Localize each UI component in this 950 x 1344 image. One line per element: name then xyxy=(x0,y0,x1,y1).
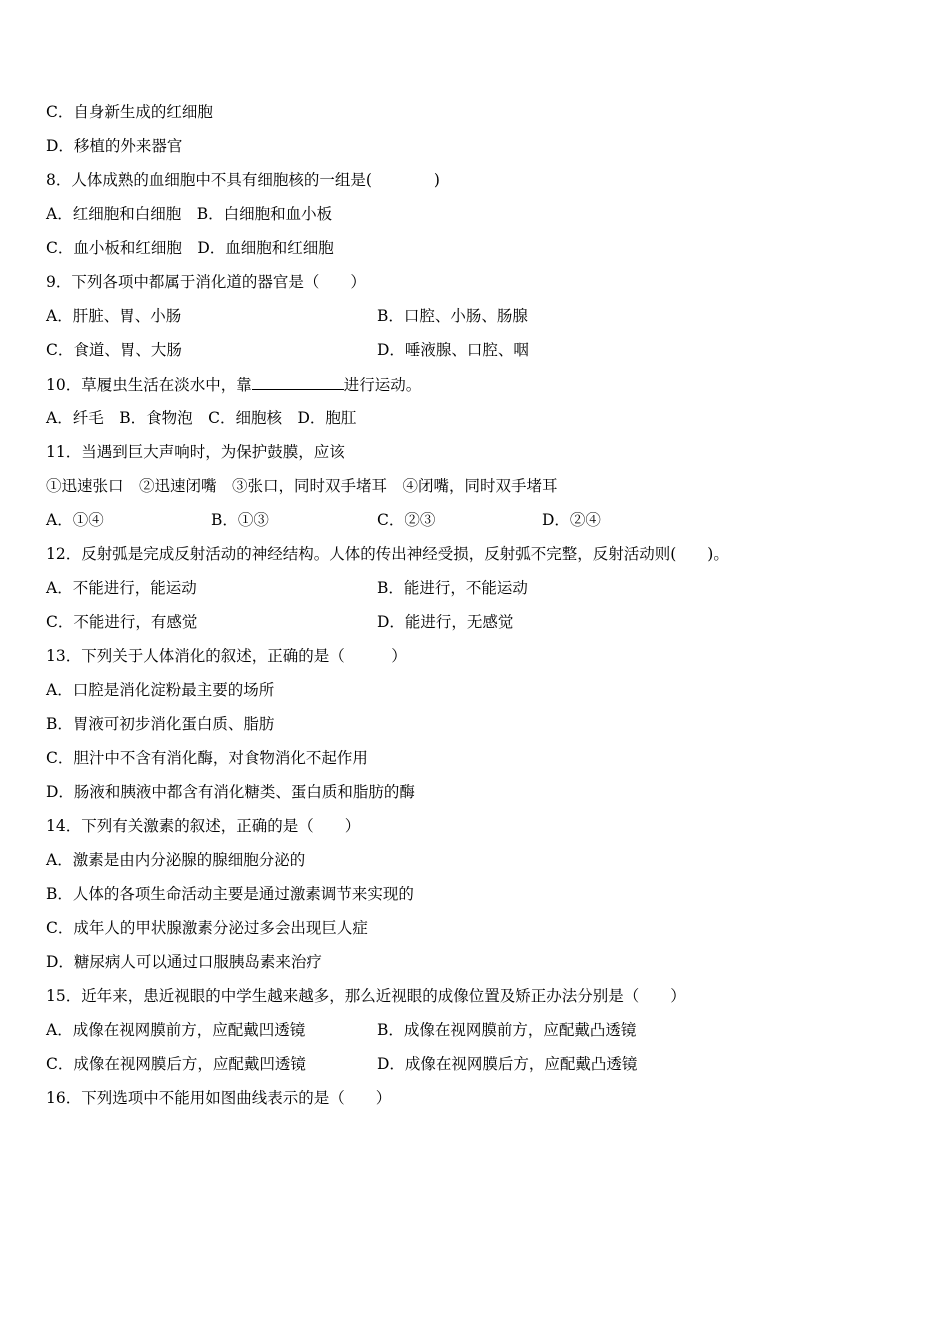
option-d-line: D．移植的外来器官 xyxy=(46,137,183,155)
question-8: 8．人体成熟的血细胞中不具有细胞核的一组是( ) xyxy=(46,171,440,189)
question-14-option-d: D．糖尿病人可以通过口服胰岛素来治疗 xyxy=(46,953,322,971)
question-13-option-c: C．胆汁中不含有消化酶，对食物消化不起作用 xyxy=(46,749,368,767)
question-15-option-a: A．成像在视网膜前方，应配戴凹透镜 xyxy=(46,1021,306,1039)
question-16: 16．下列选项中不能用如图曲线表示的是（ ） xyxy=(46,1089,392,1107)
question-9-option-b: B．口腔、小肠、肠腺 xyxy=(377,307,528,325)
question-11-options xyxy=(46,508,906,532)
question-15-options-ab xyxy=(46,1018,906,1042)
question-9-options-cd xyxy=(46,338,906,362)
question-9-option-c: C．食道、胃、大肠 xyxy=(46,341,182,359)
question-12-option-b: B．能进行，不能运动 xyxy=(377,579,528,597)
question-14-option-b: B．人体的各项生命活动主要是通过激素调节来实现的 xyxy=(46,885,414,903)
question-9-options-ab xyxy=(46,304,906,328)
question-12-option-c: C．不能进行，有感觉 xyxy=(46,613,198,631)
question-12-option-a: A．不能进行，能运动 xyxy=(46,579,197,597)
question-11-option-b: B．①③ xyxy=(211,511,269,529)
question-12: 12．反射弧是完成反射活动的神经结构。人体的传出神经受损，反射弧不完整，反射活动则( )。 xyxy=(46,545,729,563)
question-11-option-a: A．①④ xyxy=(46,511,104,529)
question-8-options-ab: A．红细胞和白细胞 B．白细胞和血小板 xyxy=(46,205,333,223)
question-15-options-cd xyxy=(46,1052,906,1076)
question-13-option-d: D．肠液和胰液中都含有消化糖类、蛋白质和脂肪的酶 xyxy=(46,783,415,801)
question-13-option-b: B．胃液可初步消化蛋白质、脂肪 xyxy=(46,715,275,733)
question-14-option-a: A．激素是由内分泌腺的腺细胞分泌的 xyxy=(46,851,306,869)
question-10-text-post: 进行运动。 xyxy=(343,376,422,394)
question-11: 11．当遇到巨大声响时，为保护鼓膜，应该 xyxy=(46,443,345,461)
question-12-options-cd xyxy=(46,610,906,634)
question-13-option-a: A．口腔是消化淀粉最主要的场所 xyxy=(46,681,275,699)
question-8-options-cd: C．血小板和红细胞 D．血细胞和红细胞 xyxy=(46,239,334,257)
question-10-text-pre: 10．草履虫生活在淡水中，靠 xyxy=(46,376,252,394)
question-12-option-d: D．能进行，无感觉 xyxy=(377,613,514,631)
question-15-option-c: C．成像在视网膜后方，应配戴凹透镜 xyxy=(46,1055,306,1073)
question-10-options: A．纤毛 B．食物泡 C．细胞核 D．胞肛 xyxy=(46,409,357,427)
question-9-option-d: D．唾液腺、口腔、咽 xyxy=(377,341,529,359)
question-11-items: ①迅速张口 ②迅速闭嘴 ③张口，同时双手堵耳 ④闭嘴，同时双手堵耳 xyxy=(46,477,558,495)
option-c-line: C．自身新生成的红细胞 xyxy=(46,103,213,121)
question-10 xyxy=(46,372,421,396)
question-13: 13．下列关于人体消化的叙述，正确的是（ ） xyxy=(46,647,407,665)
answer-blank xyxy=(252,372,344,390)
question-15: 15．近年来，患近视眼的中学生越来越多，那么近视眼的成像位置及矫正办法分别是（ ） xyxy=(46,987,686,1005)
question-14-option-c: C．成年人的甲状腺激素分泌过多会出现巨人症 xyxy=(46,919,368,937)
question-15-option-d: D．成像在视网膜后方，应配戴凸透镜 xyxy=(377,1055,638,1073)
question-15-option-b: B．成像在视网膜前方，应配戴凸透镜 xyxy=(377,1021,637,1039)
question-14: 14．下列有关激素的叙述，正确的是（ ） xyxy=(46,817,361,835)
question-9-option-a: A．肝脏、胃、小肠 xyxy=(46,307,182,325)
question-12-options-ab xyxy=(46,576,906,600)
question-11-option-c: C．②③ xyxy=(377,511,436,529)
question-9: 9．下列各项中都属于消化道的器官是（ ） xyxy=(46,273,366,291)
question-11-option-d: D．②④ xyxy=(542,511,601,529)
